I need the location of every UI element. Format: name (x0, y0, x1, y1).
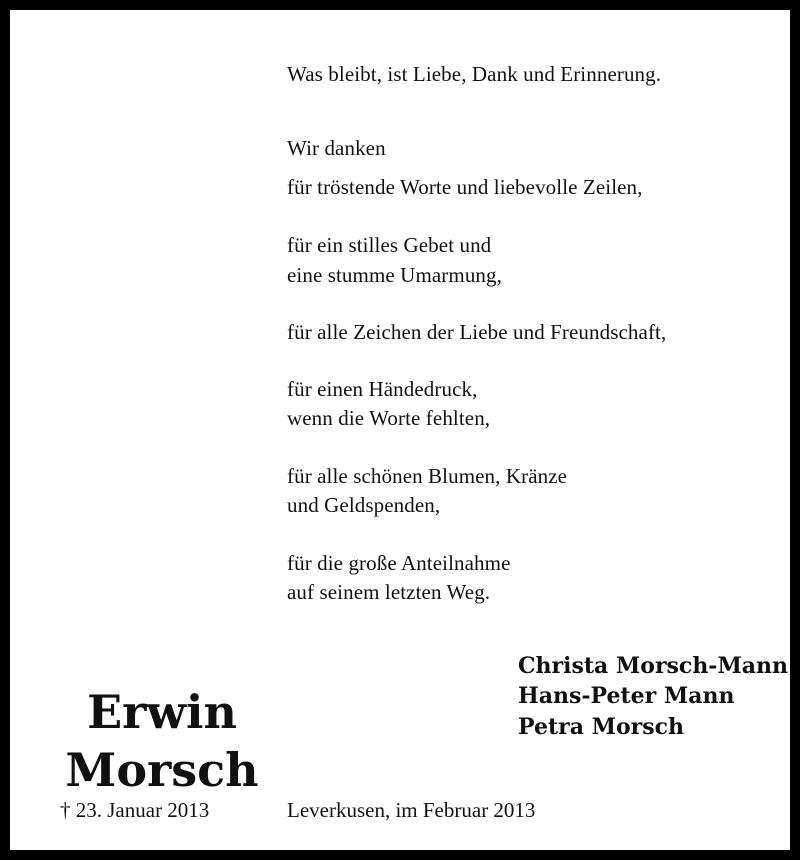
death-date: † 23. Januar 2013 (60, 798, 210, 822)
poem-line: und Geldspenden, (287, 493, 441, 517)
poem-line: für die große Anteilnahme (287, 551, 511, 575)
poem-line: für alle Zeichen der Liebe und Freundschaft, (287, 320, 667, 344)
poem-line: Wir danken (287, 136, 386, 160)
poem-intro: Was bleibt, ist Liebe, Dank und Erinnerung. (287, 62, 662, 86)
deceased-first-name: Erwin (87, 685, 237, 739)
signatory-name: Hans-Peter Mann (518, 683, 735, 709)
poem-line: eine stumme Umarmung, (287, 263, 502, 287)
poem-line: auf seinem letzten Weg. (287, 580, 491, 604)
poem-line: für einen Händedruck, (287, 377, 478, 401)
signatory-name: Petra Morsch (518, 714, 685, 740)
signatory-name: Christa Morsch-Mann (518, 653, 789, 679)
deceased-last-name: Morsch (65, 743, 259, 797)
place-and-date: Leverkusen, im Februar 2013 (287, 798, 536, 822)
poem-line: für alle schönen Blumen, Kränze (287, 464, 568, 488)
poem-line: für ein stilles Gebet und (287, 233, 492, 257)
poem-line: für tröstende Worte und liebevolle Zeilen, (287, 175, 643, 199)
poem-line: wenn die Worte fehlten, (287, 406, 491, 430)
